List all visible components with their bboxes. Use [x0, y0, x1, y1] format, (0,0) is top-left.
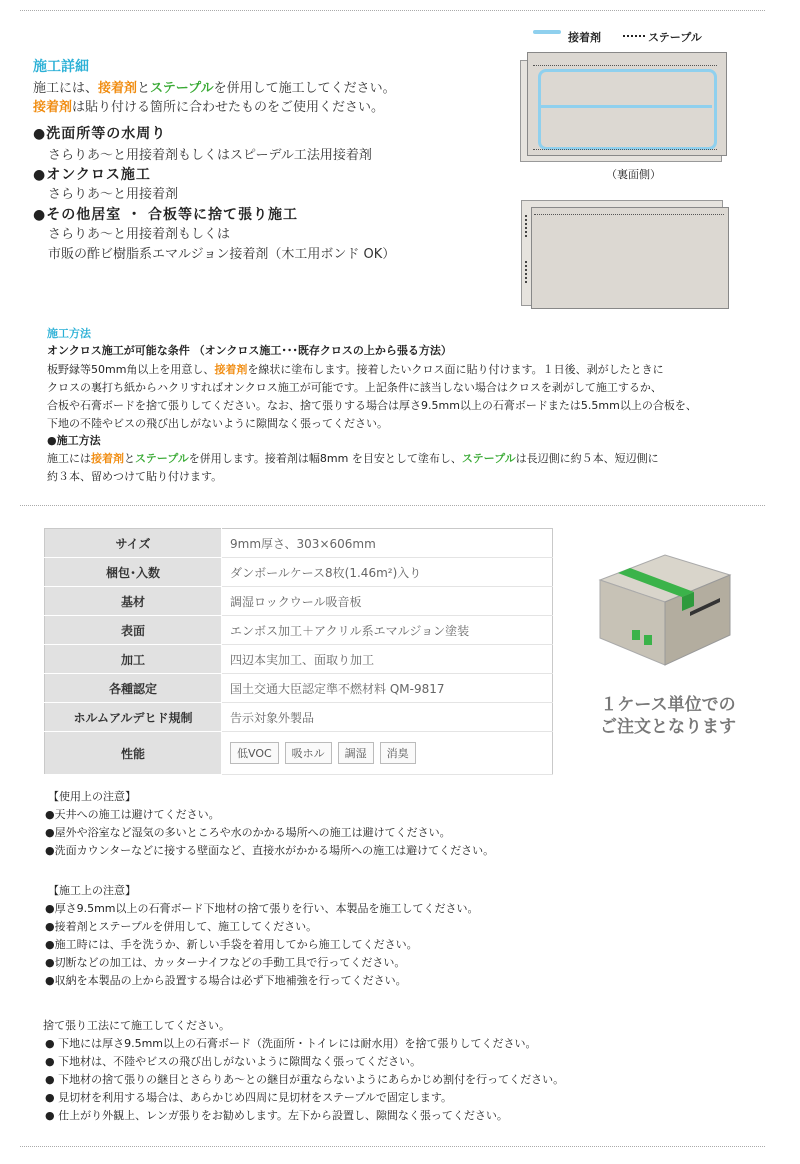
staple-column	[525, 215, 527, 237]
case-note-line2: ご注文となります	[600, 717, 736, 737]
spec-value: ダンボールケース8枚(1.46m²)入り	[222, 558, 553, 587]
construction-item: ●厚さ9.5mm以上の石膏ボード下地材の捨て張りを行い、本製品を施工してください。	[45, 902, 479, 915]
spec-key: サイズ	[45, 529, 222, 558]
perf-tag: 吸ホル	[285, 742, 332, 764]
suteba-item: ● 下地材は、不陸やビスの飛び出しがないように隙間なく張ってください。	[45, 1055, 422, 1068]
divider-top	[20, 10, 765, 11]
spec-key: 梱包･入数	[45, 558, 222, 587]
divider-bottom	[20, 1146, 765, 1147]
item-desc: さらりあ～と用接着剤もしくはスピーデル工法用接着剤	[48, 148, 372, 163]
suteba-title: 捨て張り工法にて施工してください。	[43, 1019, 230, 1032]
perf-tag: 調湿	[338, 742, 374, 764]
item-title-wet-area: ●洗面所等の水周り	[33, 126, 167, 142]
staple-legend-label: ステープル	[648, 31, 702, 44]
spec-key: 各種認定	[45, 674, 222, 703]
item-title-other: ●その他居室 ・ 合板等に捨て張り施工	[33, 207, 298, 223]
construction-item: ●接着剤とステープルを併用して、施工してください。	[45, 920, 318, 933]
perf-tag: 消臭	[380, 742, 416, 764]
method-paragraph: 下地の不陸やビスの飛び出しがないように隙間なく張ってください。	[47, 417, 388, 430]
spec-row	[45, 645, 553, 674]
spec-table	[44, 528, 553, 775]
staple-column	[525, 261, 527, 283]
usage-item: ●天井への施工は避けてください。	[45, 808, 220, 821]
divider	[20, 505, 765, 506]
spec-key: 性能	[45, 732, 222, 775]
adhesive-legend-swatch	[533, 30, 561, 34]
method-paragraph: 合板や石膏ボードを捨て張りしてください。なお、捨て張りする場合は厚さ9.5mm以上の石膏ボードまたは5.5mm以上の合板を、	[47, 399, 697, 412]
spec-row	[45, 558, 553, 587]
spec-row	[45, 616, 553, 645]
detail-heading: 施工詳細	[33, 59, 89, 75]
suteba-item: ● 下地材の捨て張りの継目とさらりあ～との継目が重ならないようにあらかじめ割付を行ってください。	[45, 1073, 565, 1086]
construction-item: ●施工時には、手を洗うか、新しい手袋を着用してから施工してください。	[45, 938, 418, 951]
spec-value: 9mm厚さ、303×606mm	[222, 529, 553, 558]
diagram-caption: （裏面側）	[606, 168, 661, 181]
panel-front-layer	[531, 207, 729, 309]
suteba-item: ● 仕上がり外観上、レンガ張りをお勧めします。左下から設置し、隙間なく張ってください。	[45, 1109, 508, 1122]
construction-item: ●切断などの加工は、カッターナイフなどの手動工具で行ってください。	[45, 956, 406, 969]
method-paragraph: 施工には接着剤とステープルを併用します。接着剤は幅8mm を目安として塗布し、ステープルは長辺側に約５本、短辺側に	[47, 452, 659, 465]
detail-line-1: 施工には、接着剤とステープルを併用して施工してください。	[33, 81, 396, 96]
usage-title: 【使用上の注意】	[48, 790, 136, 803]
cardboard-box-image	[590, 540, 740, 670]
item-desc: さらりあ～と用接着剤もしくは	[48, 227, 231, 242]
method-subheading: オンクロス施工が可能な条件 （オンクロス施工･･･既存クロスの上から張る方法）	[47, 344, 452, 357]
item-desc: 市販の酢ビ樹脂系エマルジョン接着剤（木工用ボンド OK）	[48, 247, 396, 262]
method-heading: 施工方法	[47, 327, 91, 340]
spec-row	[45, 587, 553, 616]
staple-legend-swatch	[623, 35, 645, 37]
staple-row	[534, 214, 724, 215]
adhesive-outline	[538, 69, 717, 150]
spec-value: 告示対象外製品	[222, 703, 553, 732]
construction-title: 【施工上の注意】	[48, 884, 136, 897]
spec-row-performance	[45, 732, 553, 775]
detail-line-2: 接着剤は貼り付ける箇所に合わせたものをご使用ください。	[33, 100, 385, 115]
usage-item: ●洗面カウンターなどに接する壁面など、直接水がかかる場所への施工は避けてください。	[45, 844, 495, 857]
perf-tag: 低VOC	[230, 742, 279, 764]
spec-value: 調湿ロックウール吸音板	[222, 587, 553, 616]
adhesive-legend-label: 接着剤	[568, 31, 601, 44]
spec-key: 加工	[45, 645, 222, 674]
spec-key: 基材	[45, 587, 222, 616]
suteba-item: ● 下地には厚さ9.5mm以上の石膏ボード（洗面所・トイレには耐水用）を捨て張りしてください。	[45, 1037, 537, 1050]
item-desc: さらりあ～と用接着剤	[48, 187, 179, 202]
adhesive-center-line	[540, 105, 712, 108]
spec-key: 表面	[45, 616, 222, 645]
staple-row	[533, 65, 717, 66]
spec-perf-tags	[222, 732, 553, 775]
spec-row	[45, 674, 553, 703]
method-paragraph: 板野縁等50mm角以上を用意し、接着剤を線状に塗布します。接着したいクロス面に貼り付けます。１日後、剥がしたときに	[47, 363, 664, 376]
item-title-oncloth: ●オンクロス施工	[33, 167, 151, 183]
spec-row	[45, 529, 553, 558]
spec-row	[45, 703, 553, 732]
method-paragraph: クロスの裏打ち紙からハクリすればオンクロス施工が可能です。上記条件に該当しない場合はクロスを剥がして施工するか、	[47, 381, 662, 394]
case-note-line1: １ケース単位での	[600, 695, 736, 715]
spec-key: ホルムアルデヒド規制	[45, 703, 222, 732]
method-sub2: ●施工方法	[47, 434, 101, 447]
spec-value: 四辺本実加工、面取り加工	[222, 645, 553, 674]
spec-value: 国土交通大臣認定準不燃材料 QM-9817	[222, 674, 553, 703]
panel-front	[527, 52, 727, 156]
method-paragraph: 約３本、留めつけて貼り付けます。	[47, 470, 223, 483]
spec-value: エンボス加工＋アクリル系エマルジョン塗装	[222, 616, 553, 645]
staple-row	[533, 149, 717, 150]
suteba-item: ● 見切材を利用する場合は、あらかじめ四周に見切材をステープルで固定します。	[45, 1091, 453, 1104]
usage-item: ●屋外や浴室など湿気の多いところや水のかかる場所への施工は避けてください。	[45, 826, 451, 839]
construction-item: ●収納を本製品の上から設置する場合は必ず下地補強を行ってください。	[45, 974, 407, 987]
